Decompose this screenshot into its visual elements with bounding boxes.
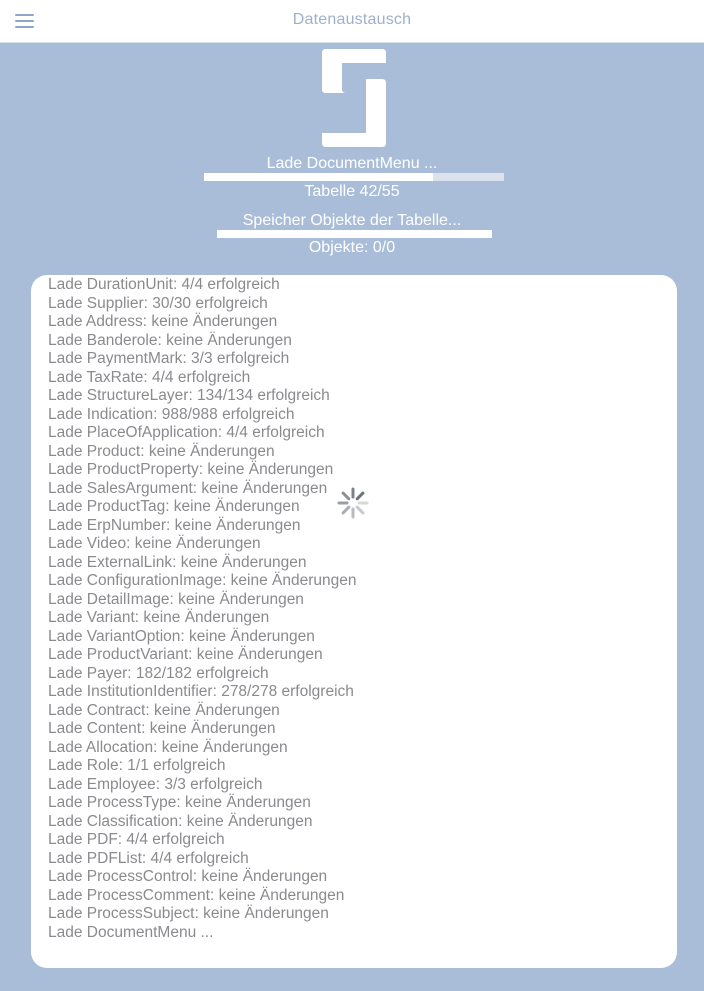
log-line: Lade ExternalLink: keine Änderungen	[48, 553, 307, 571]
log-line: Lade Address: keine Änderungen	[48, 313, 278, 330]
loading-spinner-icon	[337, 487, 369, 519]
log-line: Lade ProcessSubject: keine Änderungen	[48, 905, 329, 922]
log-line: Lade DocumentMenu ...	[48, 923, 214, 941]
log-line: Lade DurationUnit: 4/4 erfolgreich	[48, 276, 280, 293]
log-line: Lade StructureLayer: 134/134 erfolgreich	[48, 387, 330, 404]
log-line: Lade Classification: keine Änderungen	[48, 812, 313, 830]
object-status-text: Speicher Objekte der Tabelle...	[242, 212, 462, 229]
log-line: Lade Content: keine Änderungen	[48, 720, 276, 737]
log-line: Lade ProductVariant: keine Änderungen	[48, 646, 323, 663]
object-progress-fill	[217, 230, 492, 238]
log-line: Lade PaymentMark: 3/3 erfolgreich	[48, 350, 290, 367]
log-line: Lade Contract: keine Änderungen	[48, 701, 280, 719]
nav-bar	[0, 0, 704, 43]
log-line: Lade Variant: keine Änderungen	[48, 609, 270, 626]
log-line: Lade ErpNumber: keine Änderungen	[48, 516, 301, 534]
log-line: Lade SalesArgument: keine Änderungen	[48, 479, 328, 497]
log-line: Lade PDF: 4/4 erfolgreich	[48, 831, 225, 848]
log-line: Lade ProductProperty: keine Änderungen	[48, 461, 334, 478]
table-counter-text: Tabelle 42/55	[304, 183, 400, 200]
log-line: Lade PDFList: 4/4 erfolgreich	[48, 849, 249, 867]
table-progress-fill	[204, 173, 433, 181]
table-progress-bar	[204, 173, 504, 181]
log-line: Lade ProcessControl: keine Änderungen	[48, 868, 328, 885]
log-line: Lade VariantOption: keine Änderungen	[48, 627, 315, 645]
log-line: Lade InstitutionIdentifier: 278/278 erfolgreich	[48, 683, 354, 700]
log-line: Lade ProcessComment: keine Änderungen	[48, 886, 345, 904]
log-line: Lade TaxRate: 4/4 erfolgreich	[48, 368, 251, 386]
log-panel[interactable]	[31, 275, 677, 968]
log-line: Lade DetailImage: keine Änderungen	[48, 590, 304, 608]
object-progress-bar	[217, 230, 492, 238]
page-title: Datenaustausch	[292, 11, 412, 28]
log-line: Lade Indication: 988/988 erfolgreich	[48, 405, 295, 423]
log-list	[48, 276, 660, 942]
table-status-text: Lade DocumentMenu ...	[266, 155, 438, 172]
log-line: Lade Payer: 182/182 erfolgreich	[48, 664, 269, 682]
log-line: Lade Product: keine Änderungen	[48, 442, 275, 460]
log-line: Lade Role: 1/1 erfolgreich	[48, 757, 226, 774]
app-logo-icon	[322, 49, 386, 147]
log-line: Lade Allocation: keine Änderungen	[48, 738, 288, 756]
log-line: Lade Supplier: 30/30 erfolgreich	[48, 294, 268, 312]
log-line: Lade PlaceOfApplication: 4/4 erfolgreich	[48, 424, 325, 441]
log-line: Lade ConfigurationImage: keine Änderungen	[48, 572, 357, 589]
log-line: Lade ProductTag: keine Änderungen	[48, 498, 300, 515]
log-line: Lade Employee: 3/3 erfolgreich	[48, 775, 263, 793]
log-line: Lade ProcessType: keine Änderungen	[48, 794, 311, 811]
log-line: Lade Banderole: keine Änderungen	[48, 331, 292, 349]
object-counter-text: Objekte: 0/0	[308, 239, 396, 256]
log-line: Lade Video: keine Änderungen	[48, 535, 261, 552]
